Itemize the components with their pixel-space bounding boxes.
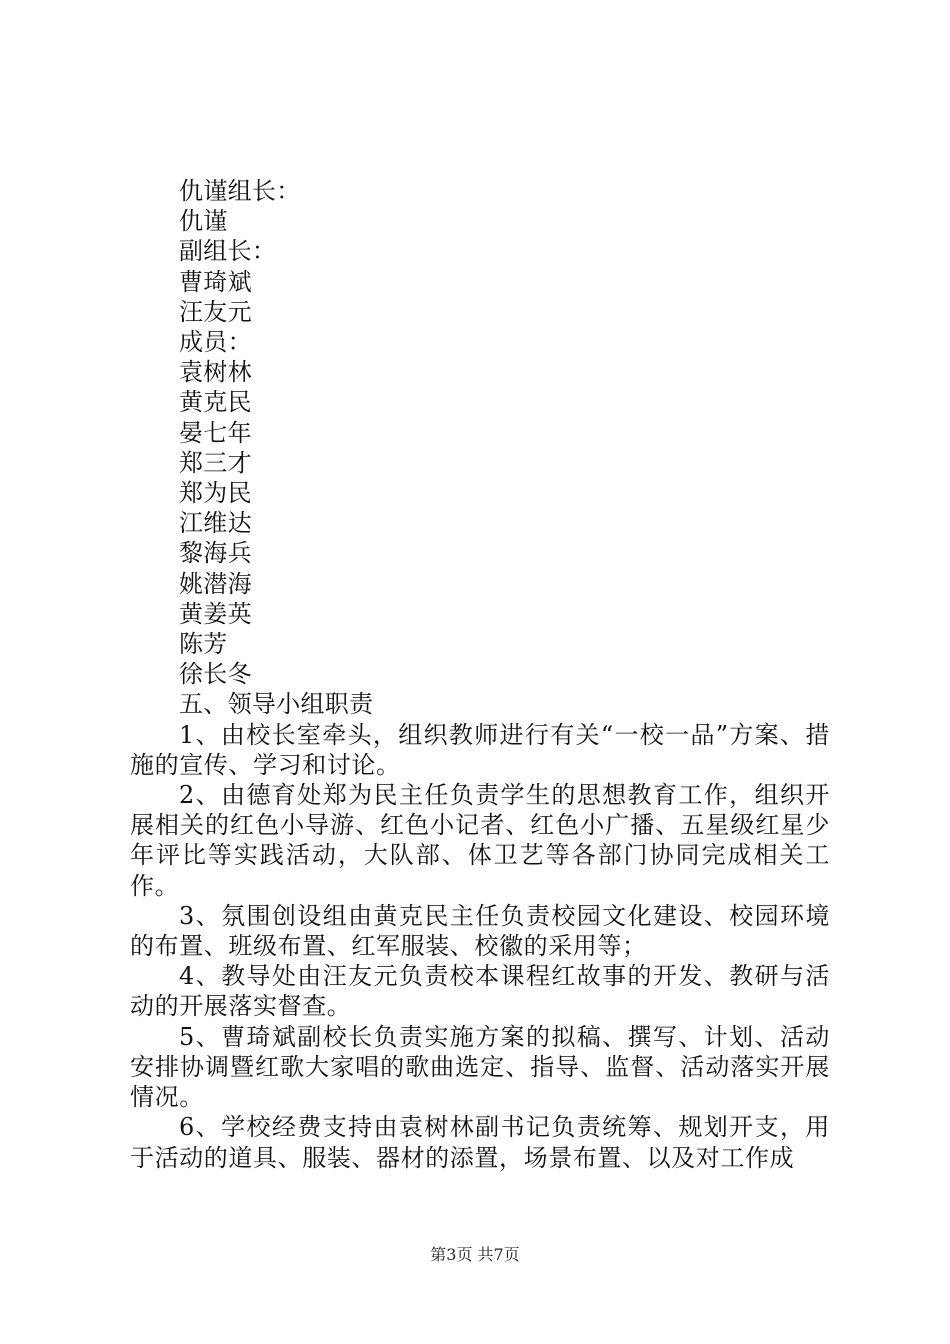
document-body: [130, 176, 830, 1173]
members-line: 黄姜英: [179, 599, 252, 628]
members-line: 江维达: [179, 509, 252, 538]
members-line: 仇谨组长：: [179, 177, 301, 205]
duty-paragraph: 5、曹琦斌副校长负责实施方案的拟稿、撰写、计划、活动安排协调暨红歌大家唱的歌曲选定、指导、监督、活动落实开展情况。: [130, 1022, 830, 1112]
page-number-footer: 第3页 共7页: [430, 1245, 520, 1264]
duty-paragraph: 2、由德育处郑为民主任负责学生的思想教育工作，组织开展相关的红色小导游、红色小记者、红色小广播、五星级红星少年评比等实践活动，大队部、体卫艺等各部门协同完成相关工作。: [130, 781, 830, 900]
members-line: 郑三才: [179, 448, 252, 477]
section-heading: 五、领导小组职责: [179, 690, 374, 719]
members-line: 袁树林: [179, 358, 252, 387]
members-line: 黄克民: [179, 388, 252, 417]
members-line: 汪友元: [179, 297, 252, 326]
members-line: 陈芳: [179, 630, 228, 659]
duty-paragraph: 4、教导处由汪友元负责校本课程红故事的开发、教研与活动的开展落实督查。: [130, 962, 830, 1021]
members-line: 郑为民: [179, 479, 252, 508]
members-line: 姚潜海: [179, 569, 252, 598]
members-line: 成员：: [179, 328, 252, 357]
members-line: 徐长冬: [179, 660, 252, 689]
duty-paragraph: 1、由校长室牵头，组织教师进行有关“一校一品”方案、措施的宣传、学习和讨论。: [130, 720, 830, 779]
members-line: 副组长：: [179, 237, 277, 266]
members-line: 晏七年: [179, 418, 252, 447]
members-line: 曹琦斌: [179, 267, 252, 296]
members-line: 黎海兵: [179, 539, 252, 568]
duty-paragraph: 6、学校经费支持由袁树林副书记负责统筹、规划开支，用于活动的道具、服装、器材的添置，场景布置、以及对工作成: [130, 1113, 830, 1172]
members-line: 仇谨: [179, 207, 228, 236]
duty-paragraph: 3、氛围创设组由黄克民主任负责校园文化建设、校园环境的布置、班级布置、红军服装、校徽的采用等；: [130, 901, 830, 961]
